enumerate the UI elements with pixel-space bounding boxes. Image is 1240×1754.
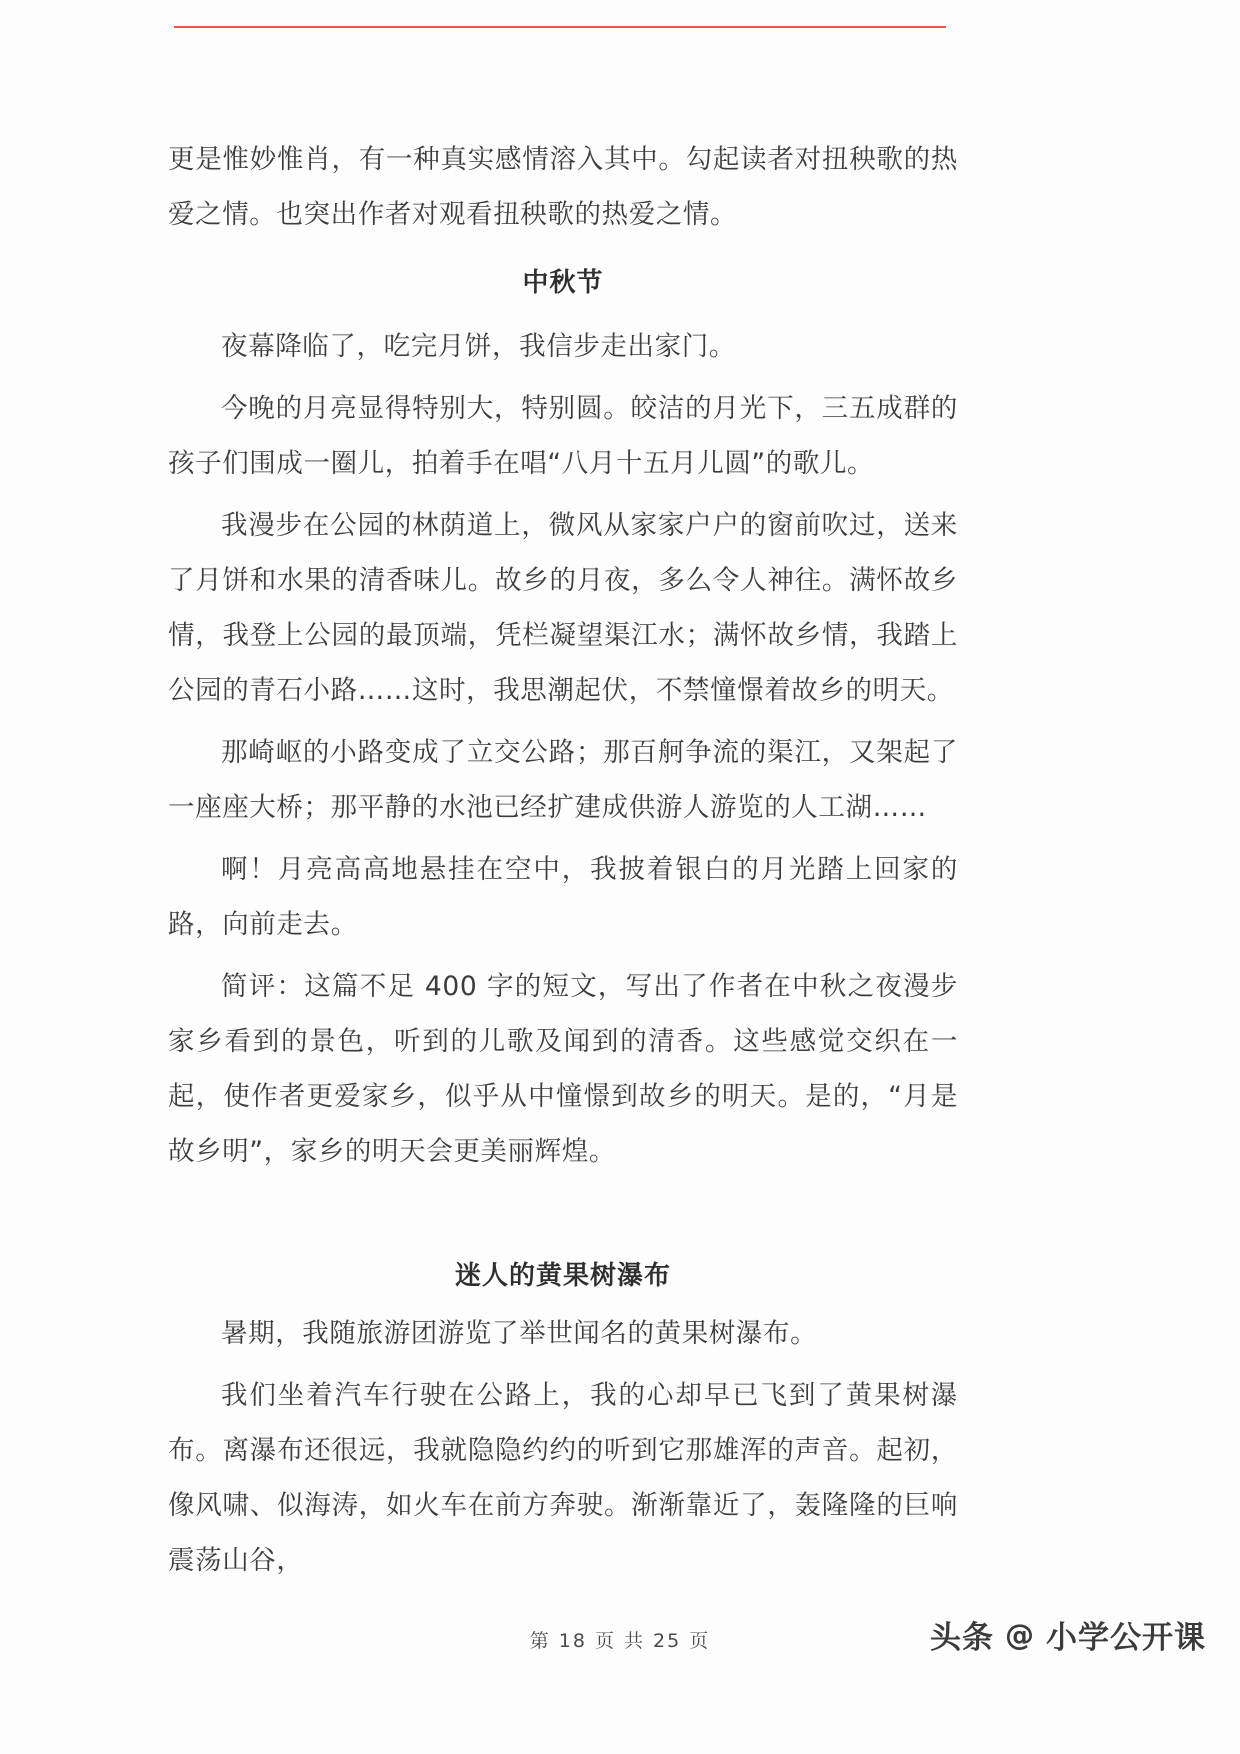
paragraph-commentary: 简评：这篇不足 400 字的短文，写出了作者在中秋之夜漫步家乡看到的景色，听到的儿歌及闻到的清香。这些感觉交织在一起，使作者更爱家乡，似乎从中憧憬到故乡的明天。是的，“月是故乡明”，家乡的明天会更美丽辉煌。 [168,971,958,1167]
paragraph-6: 暑期，我随旅游团游览了举世闻名的黄果树瀑布。 [221,1318,818,1349]
paragraph-5: 啊！月亮高高地悬挂在空中，我披着银白的月光踏上回家的路，向前走去。 [168,854,958,940]
section-heading-huangguoshu: 迷人的黄果树瀑布 [454,1261,671,1291]
page-footer: 第 18 页 共 25 页 [529,1630,711,1652]
paragraph-continuation: 更是惟妙惟肖，有一种真实感情溶入其中。勾起读者对扭秧歌的热爱之情。也突出作者对观看扭秧歌的热爱之情。 [168,144,958,230]
document-body [168,132,958,1588]
paragraph-3: 我漫步在公园的林荫道上，微风从家家户户的窗前吹过，送来了月饼和水果的清香味儿。故乡的月夜，多么令人神往。满怀故乡情，我登上公园的最顶端，凭栏凝望渠江水；满怀故乡情，我踏上公园的青石小路……这时，我思潮起伏，不禁憧憬着故乡的明天。 [168,510,958,706]
watermark [930,1612,1206,1657]
paragraph-1: 夜幕降临了，吃完月饼，我信步走出家门。 [221,331,736,362]
watermark-at-symbol: @ [1005,1617,1035,1652]
paragraph-2: 今晚的月亮显得特别大，特别圆。皎洁的月光下，三五成群的孩子们围成一圈儿，拍着手在唱“八月十五月儿圆”的歌儿。 [168,393,958,479]
watermark-account-name: 小学公开课 [1046,1620,1206,1656]
top-red-rule [174,26,946,28]
section-heading-zhongqiujie: 中秋节 [522,268,604,298]
paragraph-4: 那崎岖的小路变成了立交公路；那百舸争流的渠江，又架起了一座座大桥；那平静的水池已经扩建成供游人游览的人工湖…… [168,737,958,823]
paragraph-7: 我们坐着汽车行驶在公路上，我的心却早已飞到了黄果树瀑布。离瀑布还很远，我就隐隐约约的听到它那雄浑的声音。起初，像风啸、似海涛，如火车在前方奔驶。渐渐靠近了，轰隆隆的巨响震荡山谷， [168,1380,958,1576]
watermark-brand: 头条 [930,1620,994,1656]
